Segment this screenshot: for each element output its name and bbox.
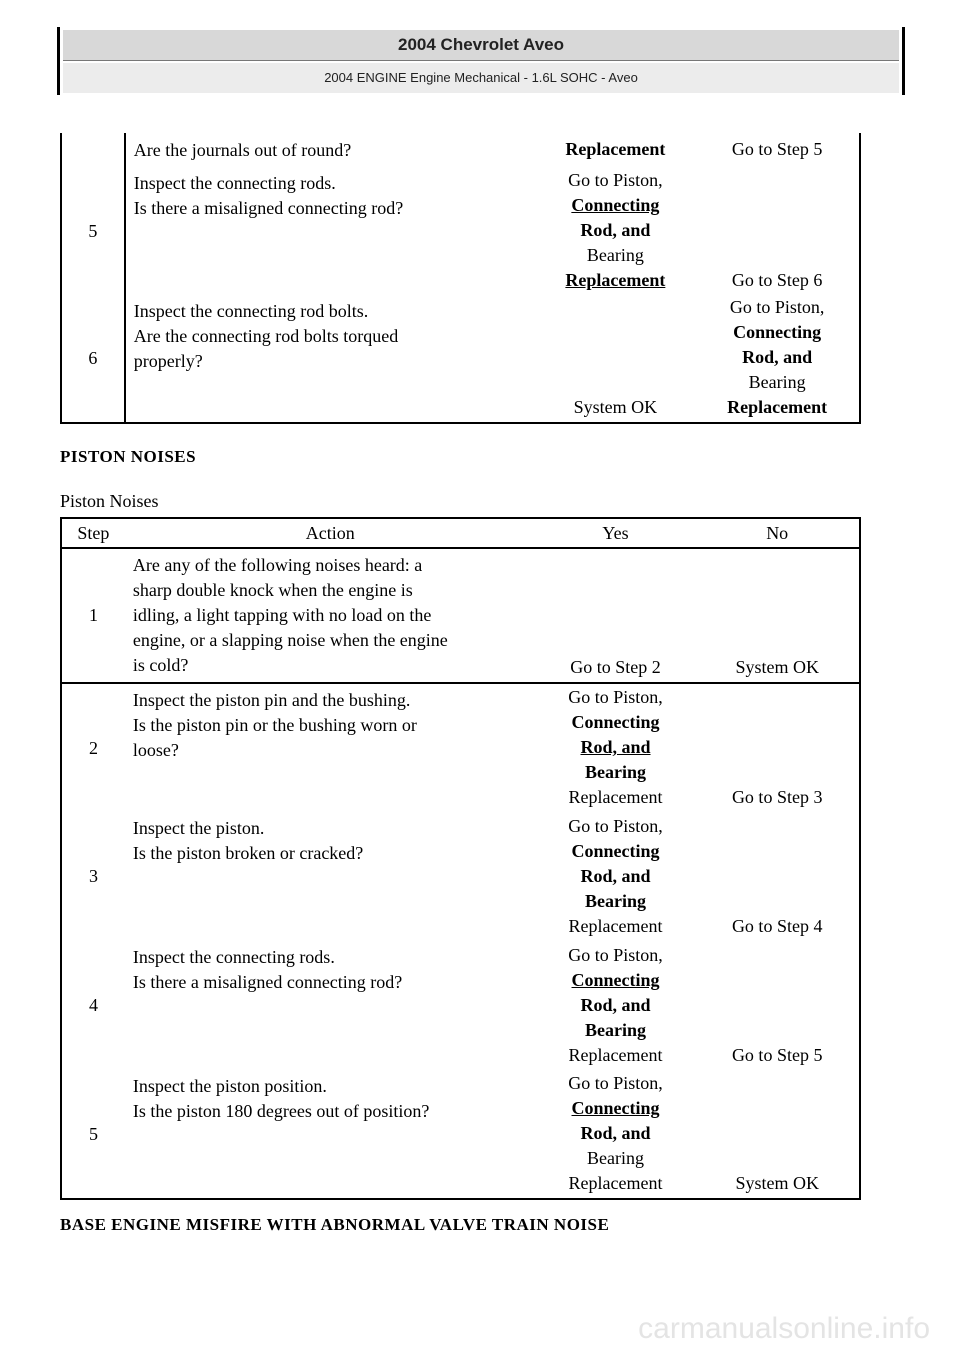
table-row bbox=[61, 812, 860, 941]
piston-replacement-link[interactable]: Replacement bbox=[727, 397, 828, 417]
action-line: properly? bbox=[133, 351, 203, 371]
yes-line: Rod, and bbox=[580, 1123, 651, 1143]
yes-line: Go to Step 2 bbox=[570, 657, 661, 677]
no-cell bbox=[695, 167, 860, 295]
action-line: Inspect the connecting rods. bbox=[133, 173, 336, 193]
no-line: System OK bbox=[735, 1173, 819, 1193]
action-line: Inspect the connecting rods. bbox=[132, 947, 335, 967]
column-header-yes: Yes bbox=[536, 518, 696, 548]
action-cell bbox=[125, 1070, 536, 1199]
piston-replacement-link[interactable]: Rod, and bbox=[580, 737, 651, 757]
section-heading: BASE ENGINE MISFIRE WITH ABNORMAL VALVE TRAIN NOISE bbox=[60, 1215, 610, 1234]
header-left-border bbox=[57, 27, 60, 95]
action-cell bbox=[125, 941, 536, 1070]
no-line: Go to Piston, bbox=[729, 297, 825, 317]
action-line: Is the piston broken or cracked? bbox=[132, 843, 364, 863]
yes-line: Rod, and bbox=[580, 995, 651, 1015]
piston-noises-table bbox=[60, 517, 861, 1200]
piston-replacement-link[interactable]: Connecting bbox=[733, 322, 822, 342]
no-line: Go to Step 6 bbox=[731, 270, 823, 290]
action-line: Inspect the connecting rod bolts. bbox=[133, 301, 369, 321]
step-cell: 3 bbox=[88, 866, 98, 886]
yes-line: Go to Piston, bbox=[568, 170, 663, 190]
action-line: Is the piston 180 degrees out of position? bbox=[132, 1101, 430, 1121]
action-line: sharp double knock when the engine is bbox=[132, 580, 413, 600]
yes-line: Replacement bbox=[568, 1045, 663, 1065]
yes-line: Replacement bbox=[565, 138, 666, 159]
step-cell bbox=[61, 133, 125, 167]
no-line: Go to Step 4 bbox=[731, 916, 823, 936]
table-row bbox=[61, 548, 860, 683]
yes-cell bbox=[536, 812, 696, 941]
yes-line: Bearing bbox=[585, 891, 647, 911]
action-cell bbox=[125, 167, 536, 295]
action-line: engine, or a slapping noise when the engine bbox=[132, 630, 448, 650]
yes-line: Go to Piston, bbox=[568, 1073, 663, 1093]
action-line: Are any of the following noises heard: a bbox=[132, 555, 423, 575]
no-line: Bearing bbox=[748, 372, 806, 392]
yes-cell bbox=[536, 133, 696, 167]
yes-line: Replacement bbox=[568, 1173, 663, 1193]
piston-replacement-link[interactable]: Connecting bbox=[571, 970, 660, 990]
action-line: Inspect the piston. bbox=[132, 818, 265, 838]
step-cell: 4 bbox=[88, 995, 98, 1015]
action-cell bbox=[125, 683, 536, 812]
no-cell bbox=[695, 683, 860, 812]
no-cell bbox=[695, 812, 860, 941]
yes-cell bbox=[536, 683, 696, 812]
yes-line: Go to Piston, bbox=[568, 945, 663, 965]
yes-line: Go to Piston, bbox=[568, 687, 663, 707]
table-row bbox=[61, 1070, 860, 1199]
action-line: Is the piston pin or the bushing worn or bbox=[132, 715, 417, 735]
action-line: Are the connecting rod bolts torqued bbox=[133, 326, 399, 346]
no-line: Go to Step 3 bbox=[731, 787, 823, 807]
piston-replacement-link[interactable]: Connecting bbox=[571, 1098, 660, 1118]
yes-line: Replacement bbox=[568, 916, 663, 936]
header-title: 2004 Chevrolet Aveo bbox=[63, 30, 899, 61]
column-header-no: No bbox=[695, 518, 860, 548]
yes-line: Bearing bbox=[586, 245, 644, 265]
yes-line: Bearing bbox=[587, 1148, 645, 1168]
no-cell bbox=[695, 1070, 860, 1199]
header-subtitle: 2004 ENGINE Engine Mechanical - 1.6L SOHC - Aveo bbox=[63, 63, 899, 93]
yes-line: Rod, and bbox=[580, 866, 651, 886]
yes-cell bbox=[536, 941, 696, 1070]
yes-line: System OK bbox=[573, 397, 658, 417]
no-line: Go to Step 5 bbox=[731, 138, 823, 159]
step-cell: 2 bbox=[88, 737, 98, 758]
action-cell bbox=[125, 133, 536, 167]
action-line: loose? bbox=[132, 740, 179, 760]
no-line: Go to Step 5 bbox=[731, 1045, 823, 1065]
yes-line: Bearing bbox=[585, 1020, 647, 1040]
action-line: Are the journals out of round? bbox=[133, 139, 352, 160]
action-cell bbox=[125, 812, 536, 941]
section-heading: PISTON NOISES bbox=[60, 447, 197, 466]
table-row bbox=[61, 167, 860, 295]
table-caption: Piston Noises bbox=[60, 491, 159, 511]
piston-replacement-link[interactable]: Replacement bbox=[565, 270, 666, 290]
no-line: Rod, and bbox=[742, 347, 813, 367]
table-row bbox=[61, 295, 860, 423]
step-cell: 1 bbox=[88, 605, 98, 625]
action-line: idling, a light tapping with no load on the bbox=[132, 605, 432, 625]
action-cell bbox=[125, 295, 536, 423]
no-cell bbox=[695, 941, 860, 1070]
yes-line: Bearing bbox=[585, 762, 647, 782]
diagnostic-table-continued bbox=[60, 133, 861, 424]
table-row bbox=[61, 941, 860, 1070]
piston-replacement-link[interactable]: Connecting bbox=[571, 841, 660, 861]
action-line: Is there a misaligned connecting rod? bbox=[132, 972, 403, 992]
document-header bbox=[57, 27, 905, 95]
table-header-row bbox=[61, 518, 860, 548]
yes-line: Rod, and bbox=[580, 220, 651, 240]
action-cell bbox=[125, 548, 536, 683]
no-cell bbox=[695, 548, 860, 683]
action-line: Inspect the piston pin and the bushing. bbox=[132, 690, 411, 710]
no-cell bbox=[695, 295, 860, 423]
step-cell: 6 bbox=[61, 295, 125, 423]
yes-cell bbox=[536, 1070, 696, 1199]
no-cell bbox=[695, 133, 860, 167]
piston-replacement-link[interactable]: Connecting bbox=[571, 712, 660, 732]
column-header-step: Step bbox=[61, 518, 125, 548]
yes-line: Replacement bbox=[568, 787, 663, 807]
table-row bbox=[61, 683, 860, 812]
step-cell: 5 bbox=[61, 167, 125, 295]
action-line: Is there a misaligned connecting rod? bbox=[133, 198, 404, 218]
column-header-action: Action bbox=[125, 518, 536, 548]
watermark: carmanualsonline.info bbox=[638, 1312, 930, 1345]
yes-cell bbox=[536, 548, 696, 683]
table-row bbox=[61, 133, 860, 167]
header-right-border bbox=[902, 27, 905, 95]
action-line: Inspect the piston position. bbox=[132, 1076, 327, 1096]
step-cell: 5 bbox=[88, 1123, 98, 1144]
yes-line: Go to Piston, bbox=[568, 816, 663, 836]
yes-cell bbox=[536, 295, 696, 423]
no-line: System OK bbox=[735, 657, 819, 677]
action-line: is cold? bbox=[132, 655, 189, 675]
piston-replacement-link[interactable]: Connecting bbox=[571, 195, 660, 215]
yes-cell bbox=[536, 167, 696, 295]
